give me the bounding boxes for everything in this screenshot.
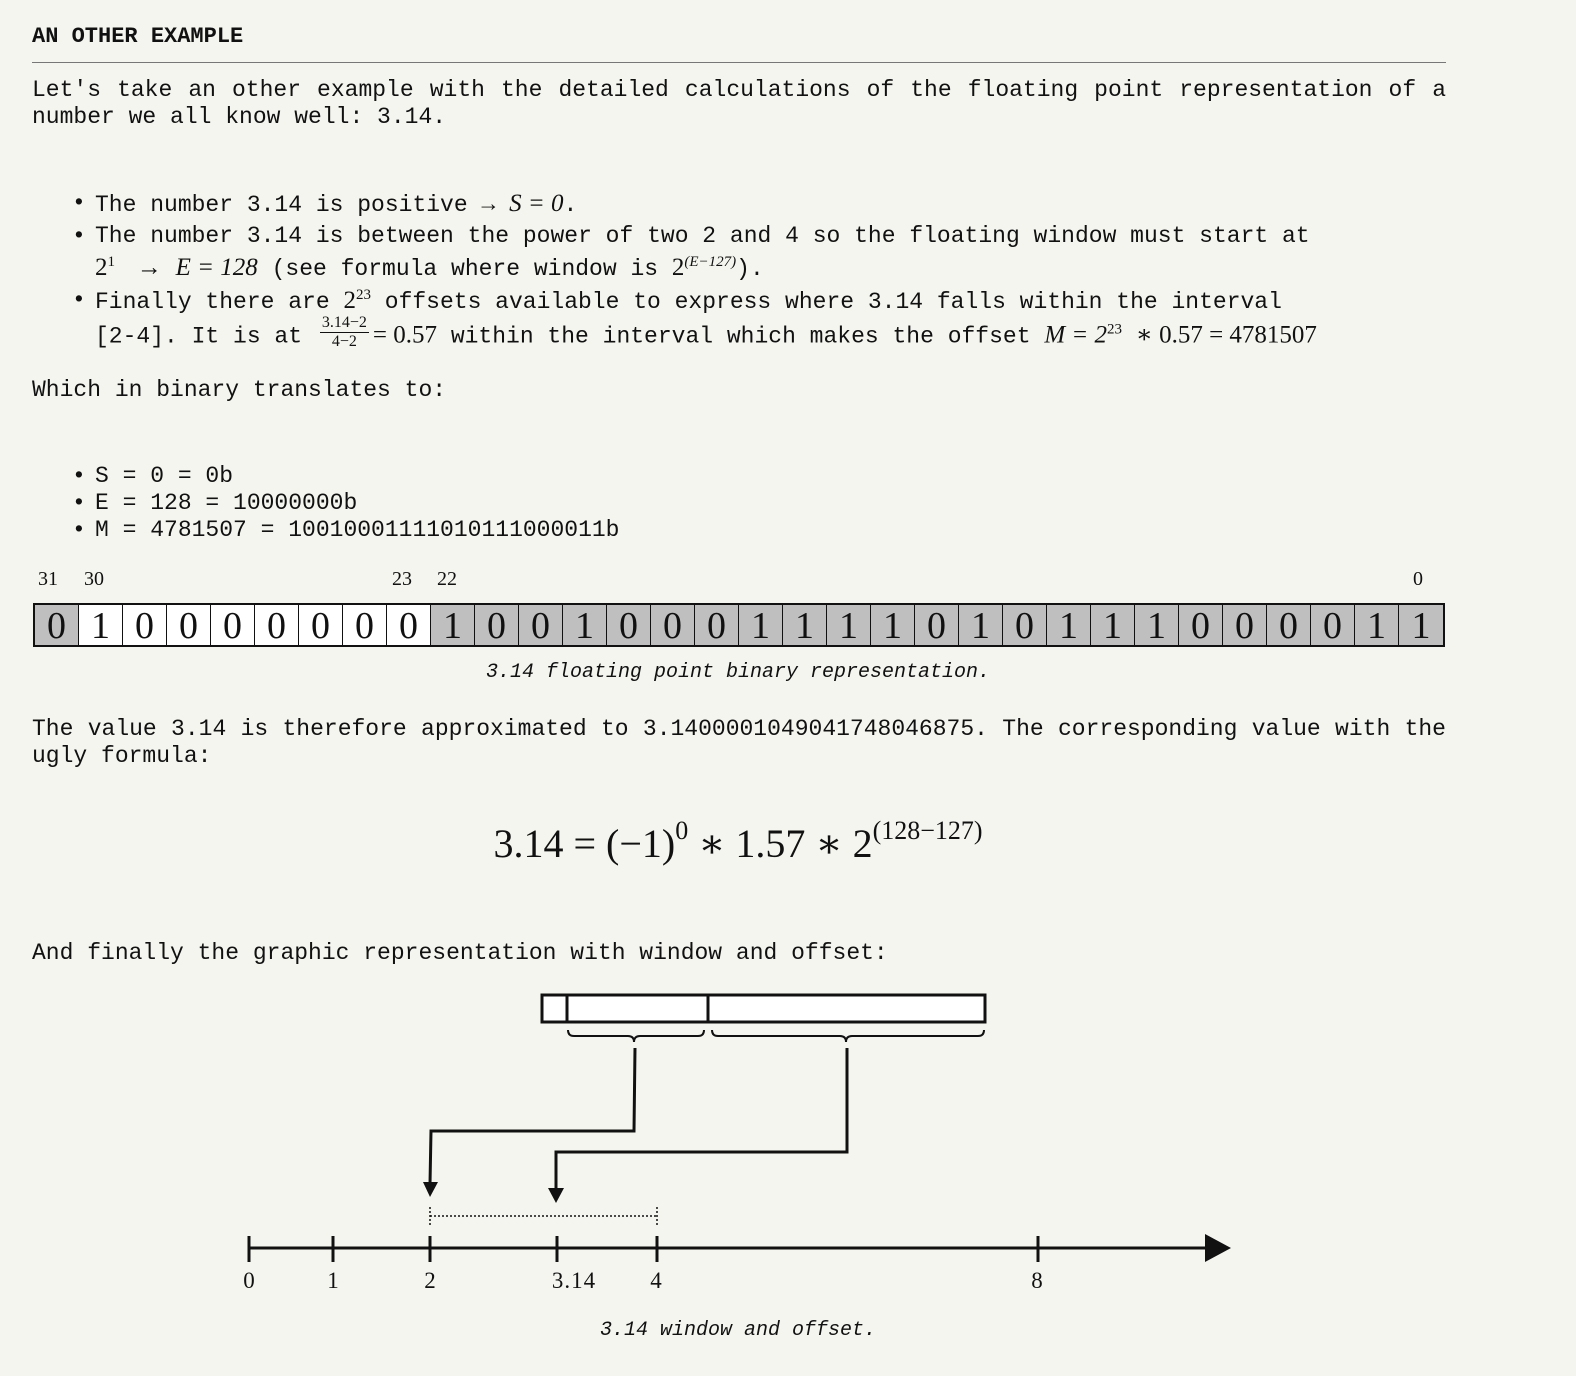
bit-cell-24: 0 [343, 605, 387, 645]
m-power: 23 [1107, 321, 1123, 338]
bit-cell-1: 1 [1355, 605, 1399, 645]
calculation-list [70, 188, 1460, 355]
bit-cell-17: 0 [651, 605, 695, 645]
bit-cell-14: 1 [783, 605, 827, 645]
bit-cell-26: 0 [255, 605, 299, 645]
bit-cell-29: 0 [123, 605, 167, 645]
formula-lhs: 3.14 = (−1) [493, 821, 676, 866]
offset-power: 23 [355, 287, 371, 303]
fraction-denominator: 4−2 [331, 333, 357, 350]
bit-cell-25: 0 [299, 605, 343, 645]
bit-index-22: 22 [437, 568, 457, 590]
bit-cell-21: 0 [475, 605, 519, 645]
offset-fraction [320, 314, 369, 351]
offset-text-b: offsets available to express where 3.14 falls within the interval [384, 289, 1282, 315]
exponent-math: E = 128 [175, 254, 258, 281]
tick-label-2: 2 [424, 1268, 436, 1293]
graphic-caption: 3.14 window and offset. [599, 1319, 877, 1342]
bit-cell-30: 1 [79, 605, 123, 645]
number-line-arrowhead [1205, 1234, 1231, 1262]
bit-cell-23: 0 [387, 605, 431, 645]
bit-cell-18: 0 [607, 605, 651, 645]
bit-index-23: 23 [392, 568, 412, 590]
exponent-brace [568, 1030, 704, 1042]
section-title: AN OTHER EXAMPLE [32, 24, 244, 49]
tick-label-1: 1 [327, 1268, 339, 1293]
tick-label-4: 4 [650, 1268, 662, 1293]
bit-cell-4: 0 [1223, 605, 1267, 645]
mantissa-brace [712, 1030, 984, 1042]
intro-paragraph: Let's take an other example with the detailed calculations of the floating point representation of a number we all know well: 3.14. [32, 77, 1446, 130]
list-item-offset [70, 285, 1460, 355]
formula-mid: ∗ 1.57 ∗ 2 [688, 821, 873, 866]
exponent-text: The number 3.14 is between the power of two 2 and 4 so the floating window must start at [95, 223, 1310, 249]
formula-exp-window: (128−127) [872, 816, 983, 845]
bit-cell-12: 1 [871, 605, 915, 645]
fraction-numerator: 3.14−2 [321, 314, 367, 331]
title-divider [32, 62, 1446, 63]
bit-diagram [33, 603, 1445, 647]
exponent-mid: (see formula where window is [271, 256, 659, 282]
tick-label-8: 8 [1031, 1268, 1043, 1293]
float-box [542, 995, 985, 1022]
list-item-s-binary: • S = 0 = 0b [70, 463, 1460, 490]
bit-index-0: 0 [1413, 568, 1423, 590]
graphic-intro: And finally the graphic representation with window and offset: [32, 940, 888, 966]
offset-arrow-line [556, 1048, 847, 1190]
bit-cell-9: 0 [1003, 605, 1047, 645]
m-lhs: M = 2 [1044, 321, 1108, 349]
bit-index-30: 30 [84, 568, 104, 590]
bit-cell-20: 0 [519, 605, 563, 645]
bit-cell-0: 1 [1399, 605, 1443, 645]
bit-cell-3: 0 [1267, 605, 1311, 645]
sign-math: S = 0 [509, 190, 564, 217]
bit-cell-8: 1 [1047, 605, 1091, 645]
tick-label-0: 0 [243, 1268, 255, 1293]
bit-cell-31: 0 [35, 605, 79, 645]
window-arrow-line [430, 1048, 635, 1184]
formula [0, 816, 1476, 867]
list-item-e-binary: • E = 128 = 10000000b [70, 490, 1460, 517]
bit-index-31: 31 [38, 568, 58, 590]
bit-cell-5: 0 [1179, 605, 1223, 645]
exponent-end: ). [736, 256, 764, 282]
binary-intro: Which in binary translates to: [32, 377, 447, 403]
exponent-base: 2 [95, 254, 108, 281]
window-offset-graphic [0, 980, 1576, 1320]
offset-text-c: [2-4]. It is at [95, 323, 303, 350]
bit-cell-7: 1 [1091, 605, 1135, 645]
window-base: 2 [671, 254, 685, 281]
m-rhs: ∗ 0.57 = 4781507 [1135, 321, 1317, 349]
bit-diagram-caption: 3.14 floating point binary representation. [485, 661, 991, 684]
offset-text-d: within the interval which makes the offset [450, 323, 1031, 350]
sign-end: . [563, 192, 578, 218]
bit-cell-11: 0 [915, 605, 959, 645]
bit-cell-27: 0 [211, 605, 255, 645]
offset-base: 2 [343, 287, 356, 314]
bit-cell-15: 1 [739, 605, 783, 645]
window-arrowhead [423, 1182, 438, 1197]
bit-cell-19: 1 [563, 605, 607, 645]
binary-list [70, 463, 1460, 544]
list-item-sign [70, 188, 1460, 221]
bit-cell-16: 0 [695, 605, 739, 645]
offset-text-a: Finally there are [95, 289, 330, 315]
formula-exp-sign: 0 [675, 816, 689, 845]
sign-text: The number 3.14 is positive → [95, 192, 496, 218]
exponent-arrow: → [136, 254, 162, 281]
exponent-power: 1 [107, 254, 115, 270]
window-power: (E−127) [684, 254, 737, 270]
list-item-exponent [70, 221, 1460, 285]
offset-arrowhead [548, 1188, 564, 1203]
bit-cell-22: 1 [431, 605, 475, 645]
fraction-result: = 0.57 [372, 321, 437, 349]
tick-label-3-14: 3.14 [551, 1268, 597, 1293]
bit-cell-2: 0 [1311, 605, 1355, 645]
bit-cell-10: 1 [959, 605, 1003, 645]
bit-cell-13: 1 [827, 605, 871, 645]
approximation-paragraph: The value 3.14 is therefore approximated to 3.1400001049041748046875. The corresponding value with the ugly formula: [32, 716, 1446, 769]
list-item-m-binary: • M = 4781507 = 10010001111010111000011b [70, 517, 1460, 544]
bit-cell-28: 0 [167, 605, 211, 645]
bit-cell-6: 1 [1135, 605, 1179, 645]
